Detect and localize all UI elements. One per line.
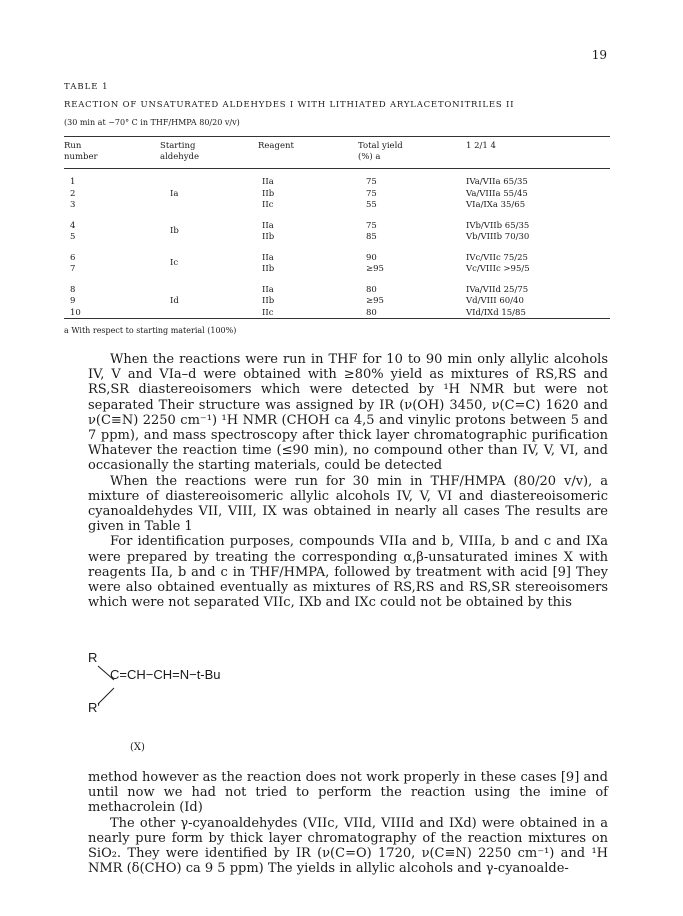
table-cell-run: 8	[70, 284, 76, 295]
table-cell-reagent: IIb	[262, 296, 275, 306]
page-number: 19	[591, 48, 607, 62]
table-cell-aldehyde: Ib	[170, 226, 179, 237]
table-cell-yield: 80	[366, 284, 377, 295]
table-cell-reagent: IIc	[262, 200, 274, 210]
paragraph: The other γ-cyanoaldehydes (VIIc, VIId, VIIId and IXd) were obtained in a nearly pure form by thick layer chromatography of the reaction mixtures on SiO₂. They were identified by IR (ν(C=O) 1720, ν(C≡N) 2250 cm⁻¹) and ¹H NMR (δ(CHO) ca 9 5 ppm) The yields in allylic alcohols and γ-cyanoalde-	[88, 815, 608, 877]
table-cell-run: 2	[70, 188, 76, 199]
table-cell-yield: ≥95	[366, 264, 384, 274]
table-cell-yield: 75	[366, 177, 377, 187]
table-cell-ratio: Va/VIIIa 55/45	[466, 188, 528, 199]
table-cell-aldehyde: Ia	[170, 188, 179, 199]
table-cell-yield: 85	[366, 232, 377, 242]
table-cell-run: 9	[70, 296, 76, 306]
table-caption: REACTION OF UNSATURATED ALDEHYDES I WITH LITHIATED ARYLACETONITRILES II	[64, 100, 515, 110]
table-bottom-rule	[64, 318, 610, 319]
table-cell-yield: 55	[366, 200, 377, 210]
table-cell-aldehyde: Id	[170, 296, 179, 306]
table-title: TABLE 1	[64, 82, 109, 92]
table-cell-aldehyde: Ic	[170, 258, 179, 269]
table-cell-ratio: IVa/VIId 25/75	[466, 284, 529, 295]
formula-r-bottom: R'	[88, 700, 100, 715]
table-top-rule	[64, 136, 610, 137]
table-cell-reagent: IIb	[262, 264, 275, 274]
formula-chain: C=CH−CH=N−t-Bu	[110, 667, 221, 682]
paragraph: For identification purposes, compounds VIIa and b, VIIIa, b and c and IXa were prepared by treating the corresponding α,β-unsaturated imines X with reagents IIa, b and c in THF/HMPA, followed by treatment with acid [9] They were also obtained eventually as mixtures of RS,RS and RS,SR stereoisomers which were not separated VIIc, IXb and IXc could not be obtained by this	[88, 534, 608, 611]
table-cell-ratio: Vc/VIIIc >95/5	[466, 264, 530, 274]
table-cell-reagent: IIb	[262, 188, 275, 199]
table-cell-yield: ≥95	[366, 296, 384, 306]
table-cell-ratio: VId/IXd 15/85	[466, 307, 526, 318]
paragraph: When the reactions were run for 30 min in THF/HMPA (80/20 v/v), a mixture of diastereoisomeric allylic alcohols IV, V, VI and diastereoisomeric cyanoaldehydes VII, VIII, IX was obtained in nearly all cases The results are given in Table 1	[88, 473, 608, 535]
table-cell-ratio: IVc/VIIc 75/25	[466, 252, 528, 263]
header-run: Run number	[64, 141, 98, 162]
paragraph: When the reactions were run in THF for 10 to 90 min only allylic alcohols IV, V and VIa–d were obtained with ≥80% yield as mixtures of RS,RS and RS,SR diastereoisomers which were detected by ¹H NMR but were not separated Their structure was assigned by IR (ν(OH) 3450, ν(C=C) 1620 and ν(C≡N) 2250 cm⁻¹) ¹H NMR (CHOH ca 4,5 and vinylic protons between 5 and 7 ppm), and mass spectroscopy after thick layer chromatographic purification Whatever the reaction time (≤90 min), no compound other than IV, V, VI, and occasionally the starting materials, could be detected	[88, 352, 608, 474]
body-text-lower	[88, 770, 608, 876]
table-cell-reagent: IIa	[262, 220, 274, 231]
formula-r-top: R	[88, 650, 98, 665]
table-cell-reagent: IIa	[262, 177, 274, 187]
table-cell-ratio: Vb/VIIIb 70/30	[466, 232, 530, 242]
table-header-rule	[64, 168, 610, 169]
table-cell-yield: 75	[366, 220, 377, 231]
table-cell-reagent: IIc	[262, 307, 274, 318]
table-cell-yield: 75	[366, 188, 377, 199]
table-cell-run: 1	[70, 177, 76, 187]
header-reagent: Reagent	[258, 141, 294, 151]
table-cell-ratio: Vd/VIII 60/40	[466, 296, 524, 306]
formula-x	[88, 650, 348, 730]
table-cell-run: 5	[70, 232, 76, 242]
table-cell-ratio: IVa/VIIa 65/35	[466, 177, 528, 187]
table-cell-yield: 90	[366, 252, 377, 263]
header-ratio: 1 2/1 4	[466, 141, 496, 151]
table-cell-ratio: IVb/VIIb 65/35	[466, 220, 530, 231]
body-text-upper	[88, 352, 608, 610]
table-cell-run: 7	[70, 264, 76, 274]
table-cell-reagent: IIb	[262, 232, 275, 242]
header-aldehyde: Starting aldehyde	[160, 141, 200, 162]
table-cell-run: 6	[70, 252, 76, 263]
paragraph: method however as the reaction does not work properly in these cases [9] and until now we had not tried to perform the reaction using the imine of methacrolein (Id)	[88, 770, 608, 816]
table-footnote: a With respect to starting material (100%)	[64, 326, 237, 335]
table-cell-run: 10	[70, 307, 81, 318]
table-cell-run: 4	[70, 220, 76, 231]
table-cell-reagent: IIa	[262, 284, 274, 295]
table-cell-yield: 80	[366, 307, 377, 318]
table-cell-run: 3	[70, 200, 76, 210]
table-cell-reagent: IIa	[262, 252, 274, 263]
table-cell-ratio: VIa/IXa 35/65	[466, 200, 526, 210]
table-conditions: (30 min at −70° C in THF/HMPA 80/20 v/v)	[64, 118, 240, 127]
header-yield: Total yield (%) a	[358, 141, 403, 162]
formula-label: (X)	[130, 742, 145, 753]
